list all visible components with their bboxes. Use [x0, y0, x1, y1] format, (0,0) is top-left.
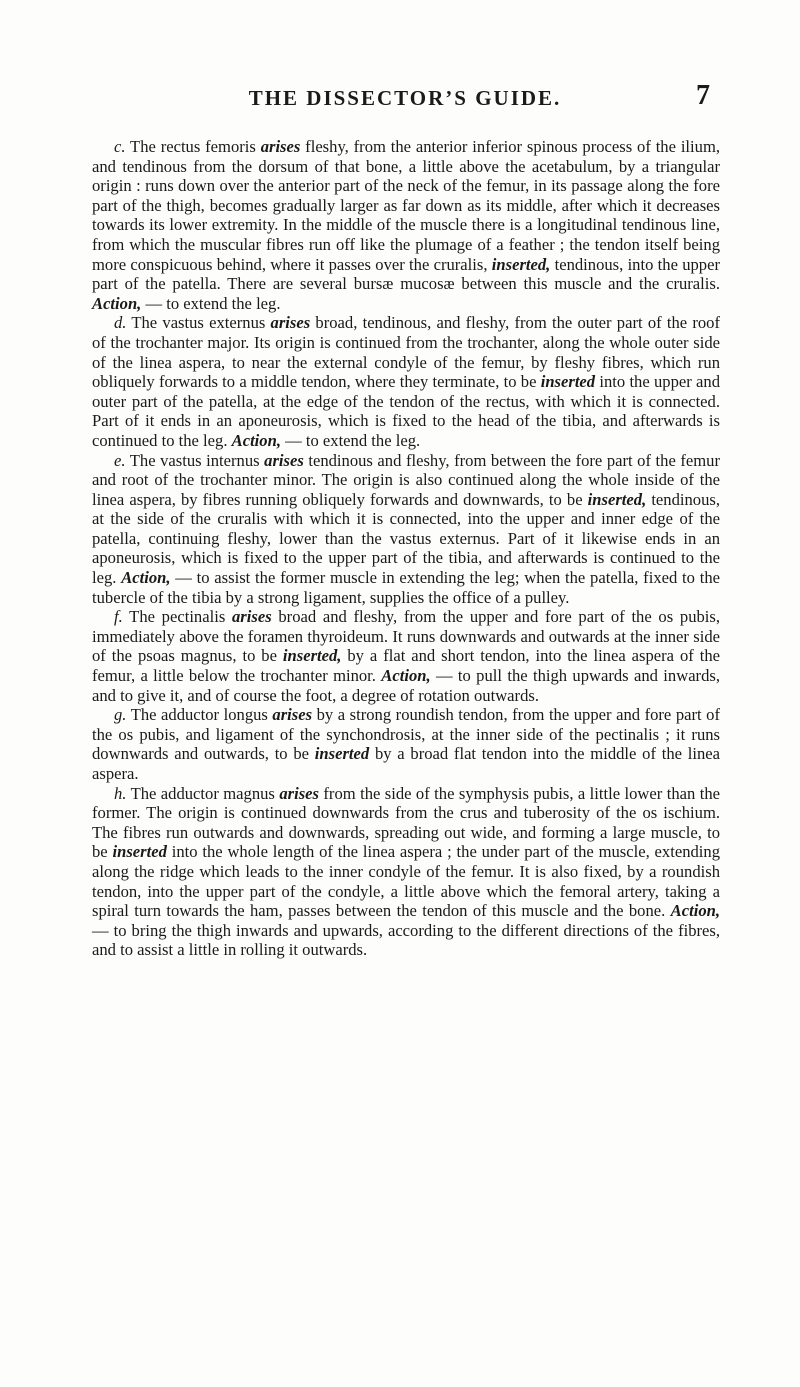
emphasis-term: inserted,	[282, 646, 342, 666]
paragraph-text: from the side of the symphysis pubis, a little lower than the former. The origin is continued downwards from the crus and tuberosity of the os ischium. The fibres run outwards and downwards, spreading out wide, and forming a large muscle, to be	[92, 783, 720, 862]
emphasis-term: inserted	[314, 744, 370, 764]
emphasis-term: inserted,	[491, 254, 551, 274]
paragraph-text: The vastus externus	[126, 313, 271, 333]
paragraph-label: g.	[114, 705, 127, 725]
paragraph-text: — to assist the former muscle in extending the leg; when the patella, fixed to the tubercle of the tibia by a strong ligament, supplies the office of a pulley.	[92, 568, 720, 607]
paragraph-text: into the whole length of the linea aspera ; the under part of the muscle, extending along the ridge which leads to the inner condyle of the femur. It is also fixed, by a roundish tendon, into the upper part of the condyle, a little above which the femoral artery, taking a spiral turn towards the ham, passes between the tendon of this muscle and the bone.	[92, 842, 720, 921]
paragraph-text: — to extend the leg.	[280, 430, 421, 450]
paragraph-text: by a strong roundish tendon, from the upper and fore part of the os pubis, and ligament of the synchondrosis, at the inner side of the pectinalis ; it runs downwards and outwards, to be	[92, 705, 720, 764]
paragraph-vastus-externus	[92, 313, 720, 450]
paragraph-text: fleshy, from the anterior inferior spinous process of the ilium, and tendinous from the dorsum of that bone, a little above the acetabulum, by a triangular origin : runs down over the anterior part of the neck of the femur, in its passage along the fore part of the thigh, becomes gradually larger as far down as its middle, after which it decreases towards its lower extremity. In the middle of the muscle there is a longitudinal tendinous line, from which the muscular fibres run off like the plumage of a feather ; the tendon itself being more conspicuous behind, where it passes over the cruralis,	[92, 137, 720, 274]
emphasis-term: Action,	[92, 293, 142, 313]
paragraph-vastus-internus	[92, 451, 720, 608]
paragraph-text: The adductor magnus	[126, 783, 280, 803]
paragraph-text: The adductor longus	[126, 705, 273, 725]
paragraph-pectinalis	[92, 607, 720, 705]
emphasis-term: inserted	[540, 372, 596, 392]
emphasis-term: Action,	[121, 568, 171, 588]
paragraph-adductor-magnus	[92, 784, 720, 960]
emphasis-term: Action,	[381, 666, 431, 686]
paragraph-label: c.	[114, 137, 126, 156]
emphasis-term: inserted	[112, 842, 167, 862]
paragraph-text: — to extend the leg.	[141, 293, 281, 313]
paragraph-text: The vastus internus	[125, 450, 265, 470]
paragraph-label: d.	[114, 313, 127, 333]
emphasis-term: arises	[272, 705, 313, 725]
paragraph-rectus-femoris	[92, 137, 720, 313]
paragraph-label: e.	[114, 450, 126, 470]
paragraph-label: h.	[114, 783, 127, 803]
paragraph-text: broad, tendinous, and fleshy, from the outer part of the roof of the trochanter major. Its origin is continued from the trochanter, along the whole outer side of the linea aspera, to near the external condyle of the femur, by fleshy fibres, which run obliquely forwards to a middle tendon, where they terminate, to be	[92, 313, 720, 392]
page-header	[100, 80, 710, 120]
paragraph-label: f.	[114, 607, 123, 627]
emphasis-term: arises	[260, 137, 301, 156]
paragraph-text: by a flat and short tendon, into the linea aspera of the femur, a little below the trochanter minor.	[92, 646, 720, 686]
emphasis-term: Action,	[231, 430, 281, 450]
paragraph-text: tendinous, into the upper part of the patella. There are several bursæ mucosæ between this muscle and the cruralis.	[92, 254, 720, 294]
paragraph-adductor-longus	[92, 705, 720, 783]
paragraph-text: tendinous, at the side of the cruralis with which it is connected, into the upper and inner edge of the patella, continuing fleshy, lower than the vastus externus. Part of it likewise ends in an aponeurosis, which is fixed to the upper part of the tibia, and afterwards is continued to the leg.	[92, 489, 720, 588]
paragraph-text: The pectinalis	[122, 607, 232, 627]
paragraph-text: The rectus femoris	[125, 137, 261, 156]
paragraph-text: by a broad flat tendon into the middle of the linea aspera.	[92, 744, 720, 783]
paragraph-text: — to bring the thigh inwards and upwards, according to the different directions of the fibres, and to assist a little in rolling it outwards.	[92, 920, 720, 960]
emphasis-term: inserted,	[587, 489, 647, 509]
paragraph-text: into the upper and outer part of the patella, at the edge of the tendon of the rectus, with which it is connected. Part of it ends in an aponeurosis, which is fixed to the head of the tibia, and afterwards is continued to the leg.	[92, 372, 720, 450]
paragraph-text: broad and fleshy, from the upper and fore part of the os pubis, immediately above the foramen thyroideum. It runs downwards and outwards at the inner side of the psoas magnus, to be	[92, 607, 720, 666]
page-number: 7	[696, 80, 710, 111]
body-text	[92, 137, 720, 960]
running-head: THE DISSECTOR’S GUIDE.	[248, 86, 562, 110]
emphasis-term: arises	[232, 607, 272, 627]
emphasis-term: Action,	[670, 901, 720, 921]
emphasis-term: arises	[270, 313, 311, 333]
paragraph-text: tendinous and fleshy, from between the fore part of the femur and root of the trochanter minor. The origin is also continued along the whole inside of the linea aspera, by fibres running obliquely forwards and downwards, to be	[92, 450, 720, 509]
paragraph-text: — to pull the thigh upwards and inwards, and to give it, and of course the foot, a degree of rotation outwards.	[92, 666, 720, 705]
emphasis-term: arises	[279, 783, 319, 803]
emphasis-term: arises	[264, 450, 304, 470]
